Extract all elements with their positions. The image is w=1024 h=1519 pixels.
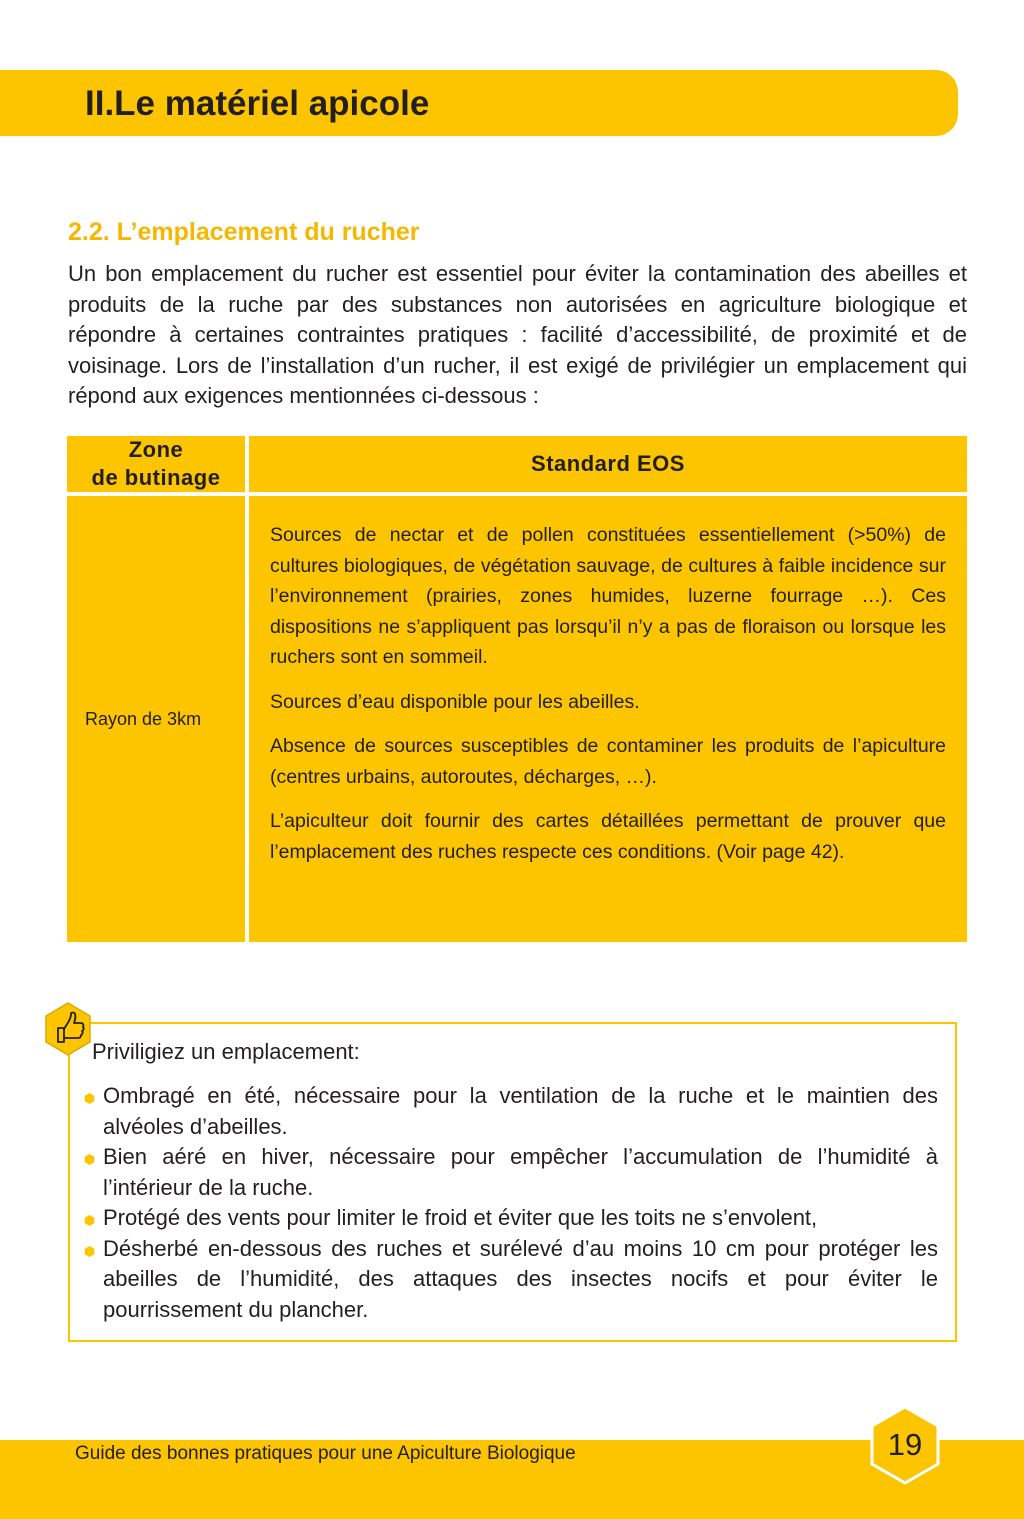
standard-header-label: Standard EOS bbox=[531, 451, 685, 476]
tip-list bbox=[82, 1081, 938, 1325]
zone-cell bbox=[67, 496, 245, 942]
list-item bbox=[82, 1081, 938, 1142]
list-item-text: Ombragé en été, nécessaire pour la ventilation de la ruche et le maintien des alvéoles d’abeilles. bbox=[103, 1083, 938, 1139]
footer-text: Guide des bonnes pratiques pour une Apiculture Biologique bbox=[75, 1443, 576, 1464]
standard-paragraph: Sources de nectar et de pollen constituées essentiellement (>50%) de cultures biologiques, de végétation sauvage, de cultures à faible incidence sur l’environnement (prairies, zones humides, luzerne fourrage …). Ces dispositions ne s’appliquent pas lorsqu’il n’y a pas de floraison ou lorsque les ruchers sont en sommeil. bbox=[270, 524, 946, 668]
list-item-text: Désherbé en-dessous des ruches et surélevé d’au moins 10 cm pour protéger les abeilles de l’humidité, des attaques des insectes nocifs et pour éviter le pourrissement du plancher. bbox=[103, 1235, 938, 1322]
page-title: II.Le matériel apicole bbox=[85, 84, 430, 123]
requirements-table bbox=[67, 436, 967, 942]
hexagon-bullet-icon bbox=[84, 1093, 95, 1104]
hexagon-bullet-icon bbox=[84, 1154, 95, 1165]
list-item-text: Bien aéré en hiver, nécessaire pour empêcher l’accumulation de l’humidité à l’intérieur de la ruche. bbox=[103, 1144, 938, 1200]
hexagon-bullet-icon bbox=[84, 1215, 95, 1226]
standard-paragraph: Sources d’eau disponible pour les abeilles. bbox=[270, 690, 640, 713]
tip-intro: Priviligiez un emplacement: bbox=[92, 1039, 360, 1064]
standard-cell bbox=[249, 496, 967, 942]
standard-paragraph: L’apiculteur doit fournir des cartes détaillées permettant de prouver que l’emplacement des ruches respecte ces conditions. (Voir page 42). bbox=[270, 810, 946, 863]
zone-header-label: Zone de butinage bbox=[91, 437, 221, 490]
zone-value: Rayon de 3km bbox=[85, 708, 202, 729]
intro-paragraph: Un bon emplacement du rucher est essentiel pour éviter la contamination des abeilles et produits de la ruche par des substances non autorisées en agriculture biologique et répondre à certaines contraintes pratiques : facilité d’accessibilité, de proximité et de voisinage. Lors de l’installation d’un rucher, il est exigé de privilégier un emplacement qui répond aux exigences mentionnées ci-dessous : bbox=[68, 261, 967, 408]
list-item bbox=[82, 1234, 938, 1326]
list-item bbox=[82, 1203, 938, 1234]
page-number: 19 bbox=[887, 1427, 923, 1462]
section-heading: 2.2. L’emplacement du rucher bbox=[68, 218, 420, 246]
list-item-text: Protégé des vents pour limiter le froid et éviter que les toits ne s’envolent, bbox=[103, 1205, 818, 1230]
standard-paragraph: Absence de sources susceptibles de contaminer les produits de l’apiculture (centres urbains, autoroutes, décharges, …). bbox=[270, 735, 946, 788]
header-cell-standard bbox=[249, 436, 967, 492]
header-cell-zone bbox=[67, 436, 245, 492]
thumbs-up-icon bbox=[44, 1002, 92, 1056]
hexagon-bullet-icon bbox=[84, 1246, 95, 1257]
list-item bbox=[82, 1142, 938, 1203]
